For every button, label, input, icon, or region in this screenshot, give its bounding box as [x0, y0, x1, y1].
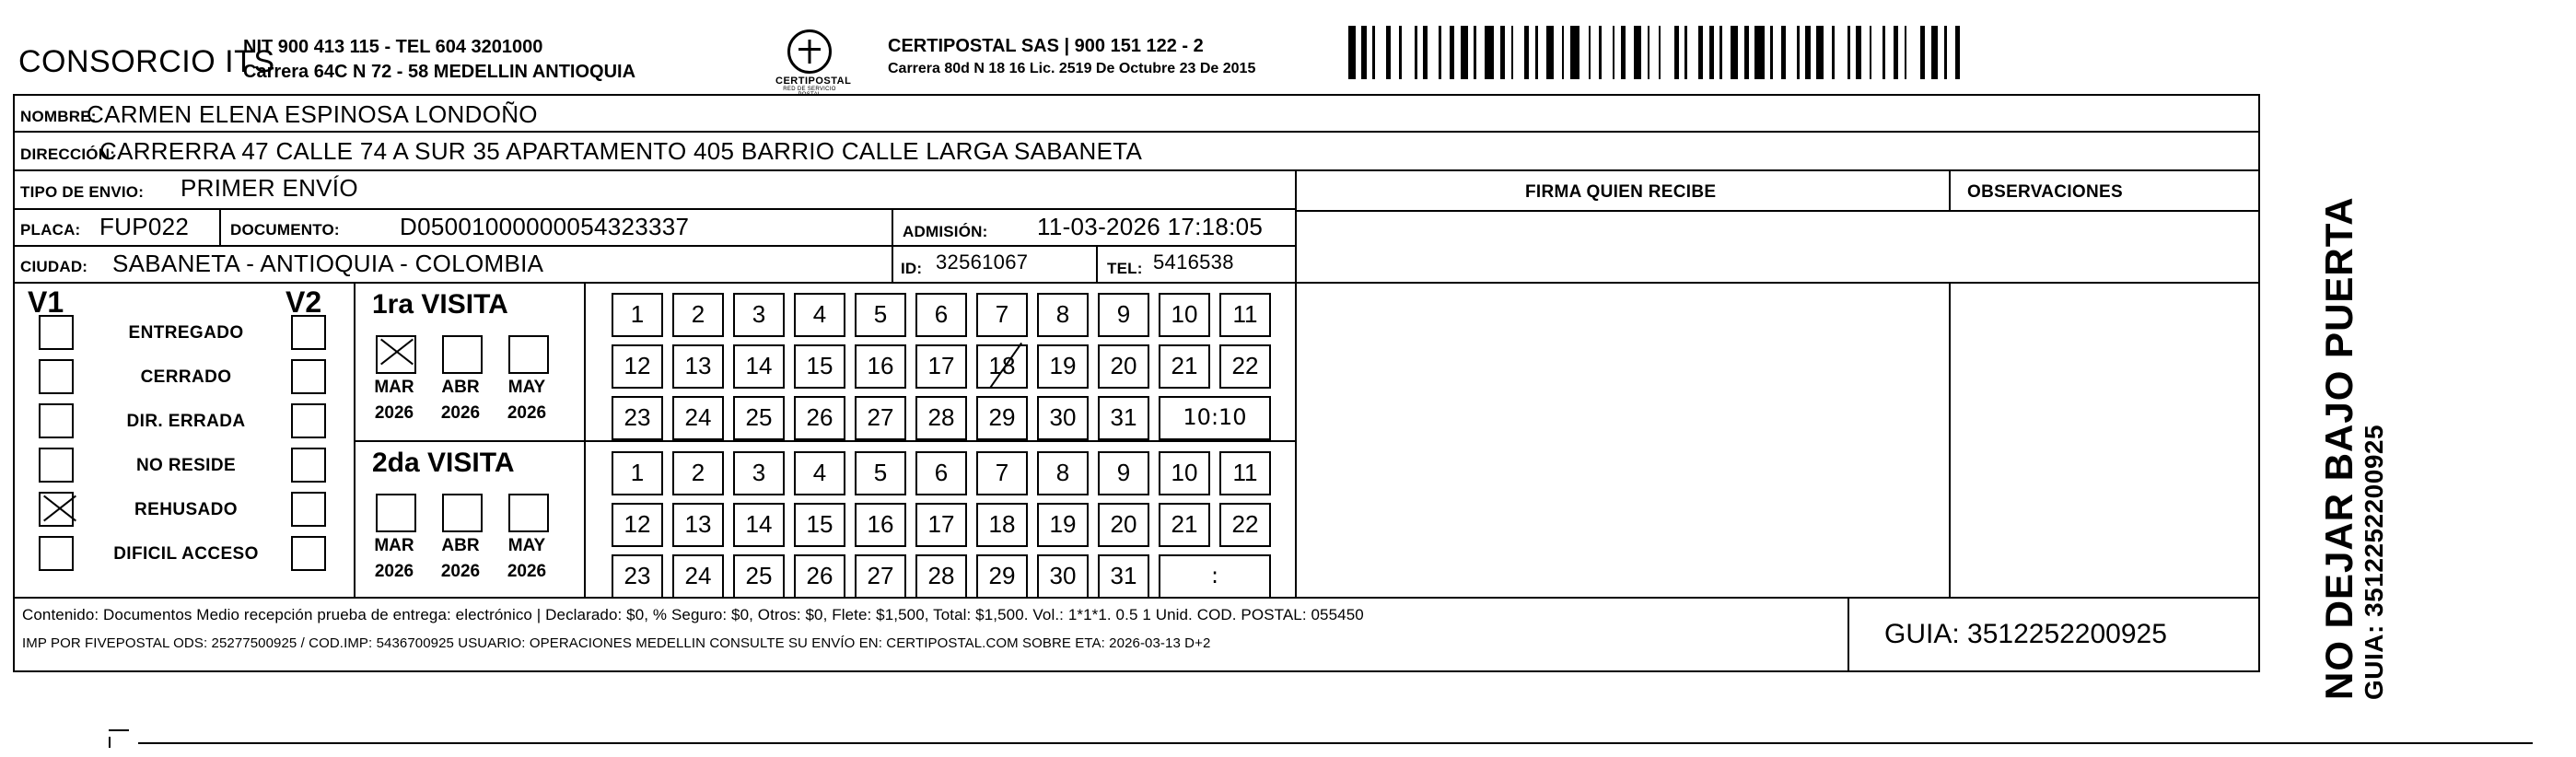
barcode-bar — [1816, 26, 1824, 79]
barcode-bar — [1698, 26, 1703, 79]
month-year: 2026 — [374, 403, 414, 423]
day-box-2[interactable]: 2 — [672, 451, 724, 495]
nit-line-2: Carrera 64C N 72 - 58 MEDELLIN ANTIOQUIA — [243, 62, 636, 82]
divider-observaciones — [1949, 171, 1951, 210]
certipostal-line-1: CERTIPOSTAL SAS | 900 151 122 - 2 — [888, 36, 1204, 56]
day-box-7[interactable]: 7 — [976, 293, 1028, 337]
day-box-19[interactable]: 19 — [1037, 503, 1089, 547]
day-box-1[interactable]: 1 — [612, 451, 663, 495]
day-box-14[interactable]: 14 — [733, 344, 785, 389]
barcode-bar — [1423, 26, 1428, 79]
day-box-3[interactable]: 3 — [733, 451, 785, 495]
month-label: ABR — [441, 536, 480, 555]
logo-circle-icon — [787, 29, 832, 74]
barcode-bar — [1613, 26, 1615, 79]
ciudad-value: SABANETA - ANTIOQUIA - COLOMBIA — [112, 250, 544, 277]
barcode-bar — [1719, 26, 1722, 79]
day-box-1[interactable]: 1 — [612, 293, 663, 337]
checkbox-v1-dificil-acceso[interactable] — [39, 536, 74, 571]
day-box-9[interactable]: 9 — [1098, 451, 1149, 495]
nombre-value: CARMEN ELENA ESPINOSA LONDOÑO — [87, 100, 538, 128]
day-box-11[interactable]: 11 — [1219, 451, 1271, 495]
barcode-bar — [1856, 26, 1860, 79]
divider-tel — [1096, 245, 1098, 282]
day-box-20[interactable]: 20 — [1098, 344, 1149, 389]
sep-line-2 — [15, 245, 1295, 247]
month-label: MAR — [374, 536, 414, 555]
day-box-13[interactable]: 13 — [672, 503, 724, 547]
placa-label: PLACA: — [20, 221, 81, 239]
day-box-23[interactable]: 23 — [612, 396, 663, 440]
checkbox-v1-entregado[interactable] — [39, 315, 74, 350]
day-box-20[interactable]: 20 — [1098, 503, 1149, 547]
certipostal-info — [888, 33, 1255, 79]
checkbox-v2-dir-errada[interactable] — [291, 403, 326, 438]
day-box-9[interactable]: 9 — [1098, 293, 1149, 337]
month-label: MAR — [374, 378, 414, 397]
consorcio-title: CONSORCIO ITS — [18, 44, 275, 79]
barcode-bar — [1847, 26, 1850, 79]
barcode-bar — [1524, 26, 1529, 79]
day-box-2[interactable]: 2 — [672, 293, 724, 337]
barcode-bar — [1731, 26, 1738, 79]
day-box-18[interactable]: 18 — [976, 503, 1028, 547]
day-box-27[interactable]: 27 — [855, 396, 906, 440]
checkbox-month-mar[interactable] — [376, 494, 416, 532]
side-notice-main: NO DEJAR BAJO PUERTA — [2317, 196, 2360, 700]
firma-title: FIRMA QUIEN RECIBE — [1525, 182, 1717, 202]
barcode-bar — [1570, 26, 1579, 79]
barcode-bar — [1621, 26, 1626, 79]
day-box-3[interactable]: 3 — [733, 293, 785, 337]
documento-value: D05001000000054323337 — [400, 213, 690, 240]
month-label: MAY — [507, 378, 546, 397]
checkbox-month-mar[interactable] — [376, 335, 416, 374]
status-option-label: NO RESIDE — [135, 456, 237, 475]
visit-separator — [354, 440, 1295, 442]
status-option-label: ENTREGADO — [128, 323, 244, 343]
certipostal-line-2: Carrera 80d N 18 16 Lic. 2519 De Octubre 23 De 2015 — [888, 61, 1256, 76]
day-box-29[interactable]: 29 — [976, 396, 1028, 440]
barcode-bar — [1744, 26, 1749, 79]
nit-line-1: NIT 900 413 115 - TEL 604 3201000 — [243, 37, 543, 57]
sep-line-1 — [15, 208, 1295, 210]
day-mark — [989, 343, 1022, 389]
barcode-bar — [1511, 26, 1514, 79]
tel-label: TEL: — [1107, 260, 1143, 277]
bottom-tick — [109, 729, 129, 731]
barcode-bar — [1634, 26, 1641, 79]
day-box-25[interactable]: 25 — [733, 554, 785, 599]
day-box-30[interactable]: 30 — [1037, 554, 1089, 599]
day-box-12[interactable]: 12 — [612, 344, 663, 389]
direccion-value: CARRERRA 47 CALLE 74 A SUR 35 APARTAMENTO 405 BARRIO CALLE LARGA SABANETA — [99, 137, 1143, 165]
checkbox-v2-no-reside[interactable] — [291, 448, 326, 483]
v2-header: V2 — [286, 285, 322, 319]
divider-firma-left — [1295, 171, 1297, 282]
month-year: 2026 — [374, 562, 414, 581]
barcode-bar — [1709, 26, 1714, 79]
day-box-24[interactable]: 24 — [672, 396, 724, 440]
checkbox-month-may[interactable] — [508, 335, 549, 374]
document-sheet — [13, 9, 2260, 728]
row-nombre — [13, 94, 2260, 131]
day-box-14[interactable]: 14 — [733, 503, 785, 547]
day-box-26[interactable]: 26 — [794, 396, 845, 440]
nombre-label: NOMBRE: — [20, 108, 97, 125]
checkbox-v1-dir-errada[interactable] — [39, 403, 74, 438]
side-notice — [2275, 111, 2551, 718]
checkbox-v1-no-reside[interactable] — [39, 448, 74, 483]
barcode-bar — [1535, 26, 1538, 79]
checkbox-v2-dificil-acceso[interactable] — [291, 536, 326, 571]
bottom-rule — [138, 742, 2533, 744]
day-box-5[interactable]: 5 — [855, 293, 906, 337]
day-box-15[interactable]: 15 — [794, 503, 845, 547]
barcode-bar — [1770, 26, 1773, 79]
admision-label: ADMISIÓN: — [903, 223, 988, 240]
direccion-label: DIRECCIÓN: — [20, 146, 116, 163]
nit-block — [243, 35, 635, 85]
tipo-value: PRIMER ENVÍO — [181, 174, 358, 202]
day-box-6[interactable]: 6 — [915, 451, 967, 495]
divider-admision — [892, 208, 893, 245]
day-box-4[interactable]: 4 — [794, 451, 845, 495]
barcode-bar — [1684, 26, 1687, 79]
barcode-bar — [1415, 26, 1417, 79]
barcode-bar — [1546, 26, 1554, 79]
day-box-6[interactable]: 6 — [915, 293, 967, 337]
bottom-tick-vertical — [109, 737, 111, 748]
visit-time-box[interactable]: 10:10 — [1159, 396, 1271, 440]
day-box-4[interactable]: 4 — [794, 293, 845, 337]
divider-visit-months-days — [584, 442, 586, 599]
month-label: ABR — [441, 378, 480, 397]
day-box-27[interactable]: 27 — [855, 554, 906, 599]
barcode-bar — [1797, 26, 1800, 79]
barcode-bar — [1754, 26, 1764, 79]
day-box-31[interactable]: 31 — [1098, 396, 1149, 440]
day-box-25[interactable]: 25 — [733, 396, 785, 440]
barcode-bar — [1599, 26, 1602, 79]
footer-line-1: Contenido: Documentos Medio recepción prueba de entrega: electrónico | Declarado: $0, % Seguro: $0, Otros: $0, Flete: $1,500, Total: $1,500. Vol.: 1*1*1. 0.5 1 Unid. COD. POSTAL: 055450 — [22, 606, 1364, 623]
divider-firma-obs — [1949, 284, 1951, 597]
barcode-bar — [1648, 26, 1650, 79]
barcode-bar — [1805, 26, 1810, 79]
day-box-24[interactable]: 24 — [672, 554, 724, 599]
day-box-22[interactable]: 22 — [1219, 503, 1271, 547]
barcode — [1348, 26, 2067, 79]
barcode-bar — [1944, 26, 1947, 79]
day-box-13[interactable]: 13 — [672, 344, 724, 389]
checkbox-v2-rehusado[interactable] — [291, 492, 326, 527]
tel-value: 5416538 — [1153, 250, 1234, 274]
day-box-21[interactable]: 21 — [1159, 344, 1210, 389]
day-box-29[interactable]: 29 — [976, 554, 1028, 599]
barcode-bar — [1361, 26, 1366, 79]
id-value: 32561067 — [936, 250, 1029, 274]
barcode-bar — [1386, 26, 1391, 79]
status-option-label: CERRADO — [140, 367, 232, 387]
barcode-bar — [1870, 26, 1872, 79]
admision-value: 11-03-2026 17:18:05 — [1037, 213, 1264, 240]
barcode-bar — [1955, 26, 1960, 79]
barcode-bar — [1372, 26, 1375, 79]
day-box-28[interactable]: 28 — [915, 554, 967, 599]
placa-value: FUP022 — [99, 213, 190, 240]
month-year: 2026 — [440, 562, 481, 581]
barcode-bar — [1474, 26, 1476, 79]
barcode-bar — [1905, 26, 1907, 79]
barcode-bar — [1461, 26, 1468, 79]
status-option-label: DIR. ERRADA — [126, 412, 246, 431]
day-box-16[interactable]: 16 — [855, 344, 906, 389]
divider-footer-guia — [1847, 599, 1849, 670]
document-footer — [13, 597, 2260, 672]
divider-visits-firma — [1295, 284, 1297, 597]
barcode-bar — [1500, 26, 1505, 79]
visit-title: 1ra VISITA — [372, 289, 508, 320]
footer-guia: GUIA: 3512252200925 — [1884, 619, 2167, 649]
checkbox-month-abr[interactable] — [442, 335, 483, 374]
barcode-bar — [1832, 26, 1835, 79]
day-box-28[interactable]: 28 — [915, 396, 967, 440]
divider-placa — [219, 208, 221, 245]
day-box-7[interactable]: 7 — [976, 451, 1028, 495]
barcode-bar — [1589, 26, 1591, 79]
status-option-label: DIFICIL ACCESO — [113, 544, 259, 564]
checkbox-month-abr[interactable] — [442, 494, 483, 532]
tipo-label: TIPO DE ENVIO: — [20, 183, 145, 201]
barcode-bar — [1450, 26, 1454, 79]
month-label: MAY — [507, 536, 546, 555]
day-box-18[interactable]: 18 — [976, 344, 1028, 389]
barcode-bar — [1894, 26, 1898, 79]
barcode-bar — [1781, 26, 1786, 79]
month-year: 2026 — [507, 403, 547, 423]
day-box-22[interactable]: 22 — [1219, 344, 1271, 389]
day-box-16[interactable]: 16 — [855, 503, 906, 547]
id-label: ID: — [901, 260, 923, 277]
barcode-bar — [1674, 26, 1679, 79]
barcode-bar — [1399, 26, 1402, 79]
certipostal-logo — [775, 29, 852, 98]
row-direccion — [13, 131, 2260, 169]
day-box-19[interactable]: 19 — [1037, 344, 1089, 389]
day-box-8[interactable]: 8 — [1037, 293, 1089, 337]
footer-line-2: IMP POR FIVEPOSTAL ODS: 25277500925 / COD.IMP: 5436700925 USUARIO: OPERACIONES MEDELLIN CONSULTE SU ENVÍO EN: CERTIPOSTAL.COM SOBRE ETA: 2026-03-13 D+2 — [22, 635, 1211, 651]
day-box-30[interactable]: 30 — [1037, 396, 1089, 440]
month-year: 2026 — [440, 403, 481, 423]
day-box-23[interactable]: 23 — [612, 554, 663, 599]
mid-block — [13, 169, 2260, 282]
barcode-bar — [1659, 26, 1661, 79]
sep-line-firma — [1295, 210, 2260, 212]
barcode-bar — [1920, 26, 1925, 79]
day-box-31[interactable]: 31 — [1098, 554, 1149, 599]
documento-label: DOCUMENTO: — [230, 221, 340, 239]
ciudad-label: CIUDAD: — [20, 258, 88, 275]
barcode-bar — [1882, 26, 1885, 79]
barcode-bar — [1485, 26, 1494, 79]
day-box-17[interactable]: 17 — [915, 503, 967, 547]
day-box-15[interactable]: 15 — [794, 344, 845, 389]
side-notice-guia: GUIA: 3512252200925 — [2360, 424, 2388, 700]
day-box-10[interactable]: 10 — [1159, 451, 1210, 495]
barcode-bar — [1439, 26, 1441, 79]
day-box-21[interactable]: 21 — [1159, 503, 1210, 547]
month-year: 2026 — [507, 562, 547, 581]
status-option-label: REHUSADO — [134, 500, 238, 519]
logo-name: CERTIPOSTAL — [775, 76, 852, 87]
divider-id — [892, 245, 893, 282]
v1-header: V1 — [28, 285, 64, 319]
day-box-8[interactable]: 8 — [1037, 451, 1089, 495]
day-box-26[interactable]: 26 — [794, 554, 845, 599]
checkbox-v2-cerrado[interactable] — [291, 359, 326, 394]
checkbox-v1-cerrado[interactable] — [39, 359, 74, 394]
observaciones-title: OBSERVACIONES — [1967, 182, 2123, 202]
day-box-12[interactable]: 12 — [612, 503, 663, 547]
day-box-10[interactable]: 10 — [1159, 293, 1210, 337]
checkbox-month-may[interactable] — [508, 494, 549, 532]
visits-and-status-area — [13, 282, 2260, 597]
day-box-5[interactable]: 5 — [855, 451, 906, 495]
barcode-bar — [1931, 26, 1939, 79]
checkbox-v1-rehusado[interactable] — [39, 492, 74, 527]
day-box-17[interactable]: 17 — [915, 344, 967, 389]
logo-subtitle: RED DE SERVICIO POSTAL — [783, 87, 836, 98]
checkbox-v2-entregado[interactable] — [291, 315, 326, 350]
divider-visit-months-days — [584, 284, 586, 440]
barcode-bar — [1348, 26, 1356, 79]
document-header — [13, 9, 2260, 98]
day-box-11[interactable]: 11 — [1219, 293, 1271, 337]
visit-title: 2da VISITA — [372, 448, 515, 478]
visit-time-box[interactable]: : — [1159, 554, 1271, 599]
barcode-bar — [1562, 26, 1565, 79]
